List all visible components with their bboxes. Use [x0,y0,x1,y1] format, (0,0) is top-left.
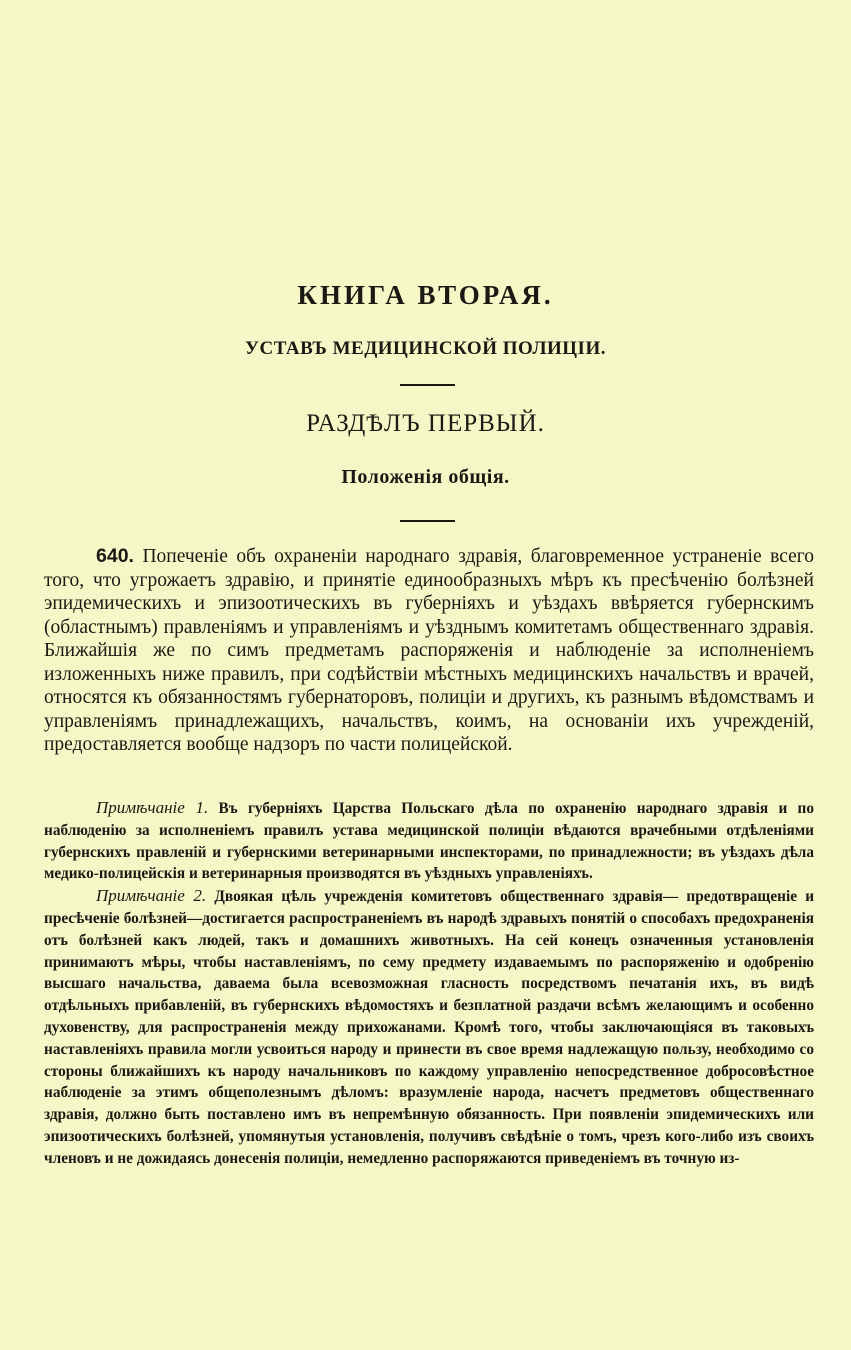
article-640 [44,545,814,757]
note-text: Двоякая цѣль учрежденія комитетовъ общественнаго здравія— предотвращеніе и пресѣченіе болѣзней—достигается распространеніемъ въ народѣ здравыхъ понятій о способахъ предохраненія отъ болѣзней какъ людей, такъ и домашнихъ животныхъ. На сей конецъ означенныя установленія принимаютъ мѣры, чтобы наставленіямъ, по сему предмету издаваемымъ по распоряженію и одобренію высшаго начальства, даваема была всевозможная гласность посредствомъ печатанія ихъ, въ видѣ отдѣльныхъ прибавленій, въ губернскихъ вѣдомостяхъ и безплатной раздачи всѣмъ желающимъ и особенно духовенству, для распространенія между прихожанами. Кромѣ того, чтобы заключающіяся въ таковыхъ наставленіяхъ правила могли усвоиться народу и принести въ свое время надлежащую пользу, необходимо со стороны ближайшихъ къ народу начальниковъ по каждому управленію непосредственное добросовѣстное наблюденіе за этимъ общеполезнымъ дѣломъ: вразумленіе народа, насчетъ предметовъ общественнаго здравія, должно быть поставлено имъ въ непремѣнную обязанность. При появленіи эпидемическихъ или эпизоотическихъ болѣзней, упомянутыя установленія, получивъ свѣдѣніе о томъ, чрезъ кого-либо изъ своихъ членовъ и не дожидаясь донесенія полиціи, немедленно распоряжаются приведеніемъ въ точную из- [44,888,815,1167]
section-title: РАЗДѢЛЪ ПЕРВЫЙ. [306,410,545,437]
note-2 [44,885,814,1169]
note-text: Въ губерніяхъ Царства Польскаго дѣла по охраненію народнаго здравія и по наблюденію за исполненіемъ правилъ устава медицинской полиціи вѣдаются врачебными отдѣленіями губернскихъ правленій и губернскими ветеринарными инспекторами, по принадлежности; въ уѣздахъ дѣла медико-полицейскія и ветеринарныя производятся въ уѣздныхъ управленіяхъ. [44,800,815,883]
book-title: КНИГА ВТОРАЯ. [297,280,554,310]
statute-title: УСТАВЪ МЕДИЦИНСКОЙ ПОЛИЦІИ. [245,338,606,359]
section-heading: Положенія общія. [341,466,510,488]
notes [44,797,814,1170]
note-label: Примѣчаніе 1. [96,798,209,817]
note-label: Примѣчаніе 2. [96,886,207,906]
article-number: 640. [96,545,134,567]
note-1 [44,797,814,885]
divider-rule [400,384,455,386]
divider-rule [400,520,455,522]
article-text: Попеченіе объ охраненіи народнаго здравія, благовременное устраненіе всего того, что угрожаетъ здравію, и принятіе единообразныхъ мѣръ къ пресѣченію болѣзней эпидемическихъ и эпизоотическихъ въ губерніяхъ и уѣздахъ ввѣряется губернскимъ (областнымъ) правленіямъ и управленіямъ и уѣзднымъ комитетамъ общественнаго здравія. Ближайшія же по симъ предметамъ распоряженія и наблюденіе за исполненіемъ изложенныхъ ниже правилъ, при содѣйствіи мѣстныхъ медицинскихъ начальствъ и врачей, относятся къ обязанностямъ губернаторовъ, полиціи и другихъ, къ разнымъ вѣдомствамъ и управленіямъ принадлежащихъ, начальствъ, коимъ, на основаніи ихъ учрежденій, предоставляется вообще надзоръ по части полицейской. [44,546,815,755]
